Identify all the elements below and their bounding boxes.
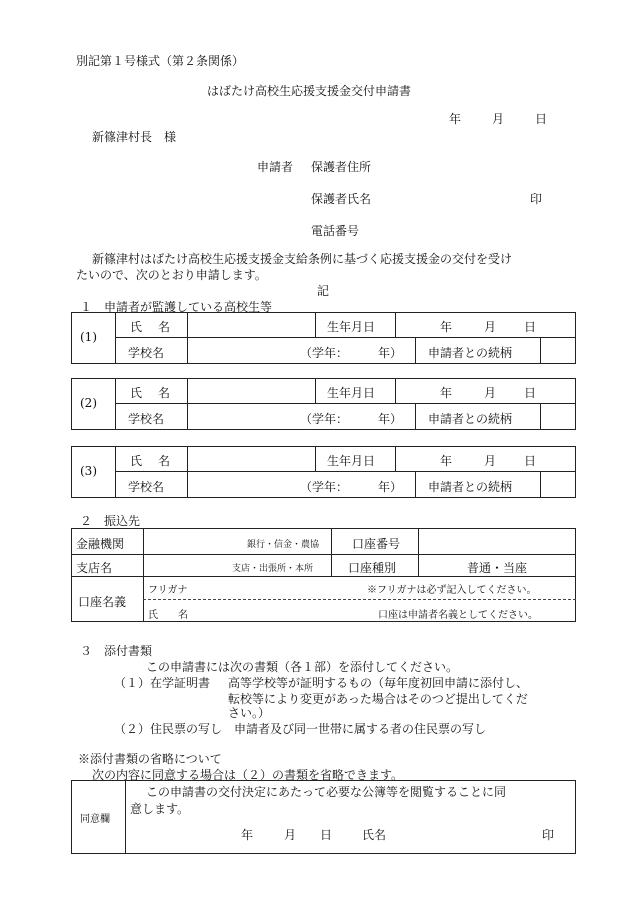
- date-day: 日: [535, 112, 548, 126]
- grade-close: 年）: [378, 346, 403, 360]
- consent-name-label: 氏名: [362, 828, 387, 842]
- holder-label: 口座名義: [78, 595, 127, 609]
- student-name-label: 氏 名: [130, 454, 173, 468]
- consent-year: 年: [241, 828, 254, 842]
- section3-heading: ３ 添付書類: [80, 644, 153, 658]
- birth-date-label: 生年月日: [327, 320, 376, 334]
- birth-day: 日: [524, 386, 537, 400]
- school-label: 学校名: [128, 346, 165, 360]
- account-type-value: 普通・当座: [467, 561, 528, 575]
- consent-month: 月: [284, 828, 297, 842]
- item1-line3: さい。）: [228, 706, 271, 720]
- bank-types: 銀行・信金・農協: [247, 540, 320, 550]
- item1-line2: 転校等により変更があった場合はそのつど提出してくだ: [228, 692, 528, 706]
- birth-year: 年: [440, 320, 453, 334]
- grade-open: （学年：: [300, 346, 349, 360]
- student-number: (3): [80, 464, 97, 478]
- branch-types: 支店・出張所・本所: [232, 564, 314, 574]
- omission-desc: 次の内容に同意する場合は（２）の書類を省略できます。: [92, 768, 404, 782]
- relation-label: 申請者との続柄: [428, 480, 513, 494]
- birth-month: 月: [484, 386, 497, 400]
- school-label: 学校名: [128, 412, 165, 426]
- furigana-label: フリガナ: [148, 585, 188, 596]
- date-month: 月: [492, 112, 505, 126]
- applicant-label: 申請者: [257, 160, 294, 174]
- grade-open: （学年：: [300, 480, 349, 494]
- section3-intro: この申請書には次の書類（各１部）を添付してください。: [146, 660, 459, 674]
- birth-month: 月: [484, 320, 497, 334]
- student-name-label: 氏 名: [130, 386, 173, 400]
- item1-line1: 高等学校等が証明するもの（毎年度初回申請に添付し、: [228, 676, 529, 690]
- omission-heading: ※添付書類の省略について: [78, 752, 222, 766]
- birth-day: 日: [524, 320, 537, 334]
- grade-close: 年）: [378, 412, 403, 426]
- student-name-label: 氏 名: [130, 320, 173, 334]
- student-number: (2): [80, 396, 97, 410]
- student-name-field[interactable]: [187, 312, 315, 338]
- birth-date-label: 生年月日: [327, 386, 376, 400]
- consent-day: 日: [320, 828, 333, 842]
- consent-line1: この申請書の交付決定にあたって必要な公簿等を閲覧することに同: [146, 785, 507, 799]
- branch-label: 支店名: [76, 561, 113, 575]
- date-year: 年: [449, 112, 462, 126]
- birth-year: 年: [440, 454, 453, 468]
- item2: （２）住民票の写し 申請者及び同一世帯に属する者の住民票の写し: [114, 722, 487, 736]
- phone-label: 電話番号: [311, 224, 360, 238]
- intro-line2: たいので、次のとおり申請します。: [76, 268, 267, 282]
- holder-name-label: 氏 名: [148, 610, 188, 621]
- bank-label: 金融機関: [76, 537, 125, 551]
- furigana-note: ※フリガナは必ず記入してください。: [367, 585, 537, 596]
- school-label: 学校名: [128, 480, 165, 494]
- section1-heading: １ 申請者が監護している高校生等: [80, 300, 273, 314]
- birth-date-label: 生年月日: [327, 454, 376, 468]
- guardian-address-label: 保護者住所: [311, 160, 372, 174]
- addressee: 新篠津村長 様: [92, 130, 177, 144]
- intro-line1: 新篠津村はばたけ高校生応援支援金支給条例に基づく応援支援金の交付を受け: [92, 252, 513, 266]
- consent-label: 同意欄: [80, 814, 110, 825]
- grade-open: （学年：: [300, 412, 349, 426]
- account-number-label: 口座番号: [352, 537, 401, 551]
- account-type-label: 口座種別: [348, 561, 397, 575]
- holder-note: 口座は申請者名義としてください。: [378, 610, 538, 621]
- ki-mark: 記: [317, 284, 330, 298]
- relation-label: 申請者との続柄: [428, 346, 513, 360]
- consent-line2: 意します。: [130, 802, 190, 816]
- grade-close: 年）: [378, 480, 403, 494]
- section2-heading: ２ 振込先: [80, 514, 141, 528]
- birth-day: 日: [524, 454, 537, 468]
- birth-year: 年: [440, 386, 453, 400]
- consent-seal: 印: [542, 828, 555, 842]
- item1-head: （１）在学証明書: [114, 676, 211, 690]
- guardian-name-label: 保護者氏名: [311, 192, 372, 206]
- student-number: (1): [80, 330, 97, 344]
- relation-label: 申請者との続柄: [428, 412, 513, 426]
- applicant-seal: 印: [530, 192, 543, 206]
- birth-month: 月: [484, 454, 497, 468]
- form-title: はばたけ高校生応援支援金交付申請書: [207, 84, 412, 98]
- form-number: 別記第１号様式（第２条関係）: [76, 54, 245, 68]
